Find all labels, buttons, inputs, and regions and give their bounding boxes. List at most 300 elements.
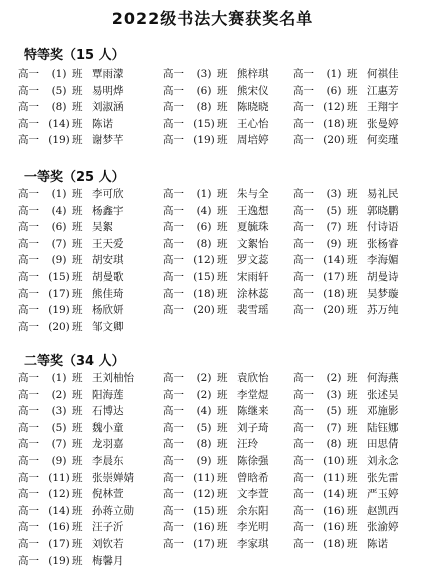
list-item	[163, 99, 293, 116]
list-item	[163, 219, 293, 236]
student-name: 阳海莲	[92, 388, 124, 401]
class-number: (3)	[326, 188, 342, 200]
grade-label: 高一	[18, 304, 39, 317]
grade-label: 高一	[163, 270, 184, 283]
class-number: (18)	[323, 287, 345, 300]
student-name: 胡曼歌	[92, 270, 124, 283]
grade-label: 高一	[18, 372, 39, 384]
class-suffix: 班	[347, 471, 358, 484]
grade-label: 高一	[163, 304, 184, 317]
class-number: (1)	[51, 372, 67, 384]
class-number: (14)	[323, 488, 345, 501]
list-item	[163, 503, 293, 520]
grade-label: 高一	[293, 488, 314, 501]
list-item	[18, 132, 163, 149]
class-number: (19)	[48, 554, 70, 567]
section-heading-first: 一等奖（25 人）	[24, 170, 125, 185]
student-name: 王天爱	[92, 237, 124, 250]
class-number: (10)	[323, 454, 345, 467]
student-name: 张崇婵婧	[92, 471, 134, 484]
class-number: (8)	[196, 237, 212, 250]
class-number: (12)	[48, 488, 70, 501]
student-name: 汪玲	[237, 438, 258, 451]
class-suffix: 班	[217, 537, 228, 550]
class-number: (15)	[193, 504, 215, 517]
class-suffix: 班	[217, 101, 228, 114]
list-item	[18, 470, 163, 487]
class-suffix: 班	[72, 188, 83, 200]
class-suffix: 班	[217, 504, 228, 517]
class-number: (19)	[48, 134, 70, 147]
grade-label: 高一	[293, 438, 314, 451]
list-item	[18, 83, 163, 100]
list-item	[163, 420, 293, 437]
student-name: 付诗语	[367, 221, 399, 234]
list-item	[18, 186, 163, 203]
class-suffix: 班	[347, 134, 358, 147]
list-item	[18, 236, 163, 253]
class-suffix: 班	[72, 320, 83, 333]
grade-label: 高一	[18, 388, 39, 401]
list-item	[18, 519, 163, 536]
grade-label: 高一	[163, 188, 184, 200]
list-item	[293, 453, 418, 470]
class-suffix: 班	[72, 304, 83, 317]
class-suffix: 班	[217, 117, 228, 130]
class-suffix: 班	[72, 117, 83, 130]
grade-label: 高一	[293, 84, 314, 97]
grade-label: 高一	[18, 68, 39, 80]
class-number: (17)	[48, 287, 70, 300]
grade-label: 高一	[163, 117, 184, 130]
class-number: (19)	[48, 304, 70, 317]
class-number: (19)	[193, 134, 215, 147]
class-suffix: 班	[72, 204, 83, 217]
grade-label: 高一	[18, 204, 39, 217]
grade-label: 高一	[293, 254, 314, 267]
student-name: 熊梓琪	[237, 68, 269, 80]
grade-label: 高一	[293, 287, 314, 300]
class-suffix: 班	[347, 504, 358, 517]
list-item	[163, 387, 293, 404]
student-name: 易明烨	[92, 84, 124, 97]
list-item	[163, 536, 293, 553]
list-item	[18, 420, 163, 437]
grade-label: 高一	[163, 471, 184, 484]
class-number: (12)	[193, 488, 215, 501]
student-name: 刘钦若	[92, 537, 124, 550]
list-item	[293, 436, 418, 453]
list-item	[18, 116, 163, 133]
student-name: 曾晗希	[237, 471, 269, 484]
list-item	[163, 132, 293, 149]
student-name: 覃雨濛	[92, 68, 124, 80]
student-name: 田思倩	[367, 438, 399, 451]
student-name: 李海媚	[367, 254, 399, 267]
class-suffix: 班	[217, 405, 228, 418]
student-name: 文絮怡	[237, 237, 269, 250]
class-number: (6)	[196, 221, 212, 234]
list-item	[163, 116, 293, 133]
grade-label: 高一	[18, 471, 39, 484]
class-suffix: 班	[72, 221, 83, 234]
class-suffix: 班	[217, 188, 228, 200]
class-suffix: 班	[72, 372, 83, 384]
class-suffix: 班	[217, 68, 228, 80]
class-suffix: 班	[72, 421, 83, 434]
list-item	[163, 66, 293, 83]
list-item	[293, 286, 418, 303]
list-item	[293, 503, 418, 520]
list-item	[18, 269, 163, 286]
list-item	[293, 519, 418, 536]
grade-label: 高一	[18, 421, 39, 434]
student-name: 魏小童	[92, 421, 124, 434]
grade-label: 高一	[18, 254, 39, 267]
class-number: (18)	[323, 117, 345, 130]
class-suffix: 班	[347, 221, 358, 234]
list-item	[18, 319, 163, 336]
student-name: 张先雷	[367, 471, 399, 484]
class-suffix: 班	[72, 388, 83, 401]
class-number: (15)	[193, 270, 215, 283]
class-number: (15)	[193, 117, 215, 130]
class-number: (9)	[196, 454, 212, 467]
student-name: 陈继来	[237, 405, 269, 418]
class-suffix: 班	[72, 254, 83, 267]
class-suffix: 班	[347, 421, 358, 434]
list-item	[293, 486, 418, 503]
list-item	[293, 470, 418, 487]
list-item	[293, 370, 418, 387]
student-name: 陈诺	[92, 117, 113, 130]
class-number: (5)	[326, 405, 342, 418]
list-item	[18, 99, 163, 116]
student-name: 熊佳琦	[92, 287, 124, 300]
grade-label: 高一	[293, 237, 314, 250]
list-item	[293, 186, 418, 203]
student-name: 张述吴	[367, 388, 399, 401]
grade-label: 高一	[293, 101, 314, 114]
award-list-second	[18, 370, 418, 569]
class-suffix: 班	[347, 270, 358, 283]
list-item	[18, 286, 163, 303]
section-heading-second: 二等奖（34 人）	[24, 354, 125, 369]
list-item	[163, 470, 293, 487]
student-name: 罗文蕊	[237, 254, 269, 267]
student-name: 张曼婷	[367, 117, 399, 130]
student-name: 王逸想	[237, 204, 269, 217]
class-number: (8)	[326, 438, 342, 451]
class-suffix: 班	[72, 134, 83, 147]
class-suffix: 班	[217, 488, 228, 501]
class-suffix: 班	[72, 270, 83, 283]
grade-label: 高一	[18, 134, 39, 147]
class-suffix: 班	[72, 554, 83, 567]
grade-label: 高一	[18, 117, 39, 130]
grade-label: 高一	[293, 471, 314, 484]
list-item	[293, 116, 418, 133]
grade-label: 高一	[163, 237, 184, 250]
class-suffix: 班	[347, 101, 358, 114]
student-name: 吴梦璇	[367, 287, 399, 300]
student-name: 王翔宇	[367, 101, 399, 114]
class-suffix: 班	[217, 438, 228, 451]
class-suffix: 班	[217, 471, 228, 484]
student-name: 李晨东	[92, 454, 124, 467]
class-number: (5)	[196, 421, 212, 434]
class-number: (1)	[326, 68, 342, 80]
student-name: 倪林萱	[92, 488, 124, 501]
class-number: (12)	[193, 254, 215, 267]
student-name: 孙蒋立勋	[92, 504, 134, 517]
class-suffix: 班	[72, 101, 83, 114]
student-name: 涂林蕊	[237, 287, 269, 300]
class-suffix: 班	[217, 221, 228, 234]
student-name: 王心怡	[237, 117, 269, 130]
class-number: (5)	[326, 204, 342, 217]
student-name: 陈诺	[367, 537, 388, 550]
class-suffix: 班	[72, 504, 83, 517]
student-name: 袁欣怡	[237, 372, 269, 384]
grade-label: 高一	[163, 438, 184, 451]
class-number: (16)	[323, 521, 345, 534]
list-item	[18, 387, 163, 404]
section-heading-special: 特等奖（15 人）	[24, 48, 125, 63]
grade-label: 高一	[18, 554, 39, 567]
class-number: (6)	[51, 221, 67, 234]
class-number: (14)	[323, 254, 345, 267]
class-suffix: 班	[217, 134, 228, 147]
class-suffix: 班	[347, 287, 358, 300]
class-number: (3)	[51, 405, 67, 418]
list-item	[163, 203, 293, 220]
list-item	[163, 236, 293, 253]
class-suffix: 班	[217, 84, 228, 97]
class-suffix: 班	[347, 388, 358, 401]
student-name: 吴絮	[92, 221, 113, 234]
class-suffix: 班	[347, 204, 358, 217]
grade-label: 高一	[293, 537, 314, 550]
class-suffix: 班	[347, 117, 358, 130]
class-suffix: 班	[72, 438, 83, 451]
class-number: (17)	[48, 537, 70, 550]
class-number: (4)	[196, 204, 212, 217]
class-number: (7)	[51, 237, 67, 250]
class-number: (6)	[196, 84, 212, 97]
grade-label: 高一	[163, 101, 184, 114]
student-name: 邓施影	[367, 405, 399, 418]
class-number: (11)	[323, 471, 345, 484]
list-item	[18, 536, 163, 553]
class-number: (16)	[193, 521, 215, 534]
award-list-first	[18, 186, 418, 335]
student-name: 邹文卿	[92, 320, 124, 333]
class-number: (20)	[323, 134, 345, 147]
grade-label: 高一	[18, 405, 39, 418]
class-suffix: 班	[72, 471, 83, 484]
student-name: 杨欣妍	[92, 304, 124, 317]
grade-label: 高一	[163, 287, 184, 300]
class-suffix: 班	[347, 188, 358, 200]
grade-label: 高一	[18, 438, 39, 451]
student-name: 刘子琦	[237, 421, 269, 434]
class-number: (16)	[48, 521, 70, 534]
class-suffix: 班	[217, 421, 228, 434]
class-number: (1)	[51, 188, 67, 200]
grade-label: 高一	[293, 221, 314, 234]
list-item	[163, 186, 293, 203]
class-suffix: 班	[347, 454, 358, 467]
student-name: 李可欣	[92, 188, 124, 200]
class-number: (5)	[51, 84, 67, 97]
student-name: 刘永念	[367, 454, 399, 467]
class-number: (14)	[48, 117, 70, 130]
list-item	[293, 403, 418, 420]
list-item	[293, 387, 418, 404]
student-name: 汪子沂	[92, 521, 124, 534]
class-suffix: 班	[72, 68, 83, 80]
grade-label: 高一	[18, 521, 39, 534]
student-name: 易礼民	[367, 188, 399, 200]
student-name: 李光明	[237, 521, 269, 534]
list-item	[163, 453, 293, 470]
grade-label: 高一	[18, 454, 39, 467]
grade-label: 高一	[293, 521, 314, 534]
student-name: 赵凯西	[367, 504, 399, 517]
class-number: (5)	[51, 421, 67, 434]
list-item	[163, 83, 293, 100]
student-name: 周培婷	[237, 134, 269, 147]
student-name: 谢梦芊	[92, 134, 124, 147]
list-item	[163, 252, 293, 269]
grade-label: 高一	[293, 388, 314, 401]
list-item	[293, 252, 418, 269]
class-number: (9)	[326, 237, 342, 250]
class-suffix: 班	[347, 537, 358, 550]
class-number: (12)	[323, 101, 345, 114]
class-number: (18)	[193, 287, 215, 300]
student-name: 宋雨轩	[237, 270, 269, 283]
class-number: (1)	[51, 68, 67, 80]
list-item	[18, 403, 163, 420]
student-name: 熊宋仪	[237, 84, 269, 97]
class-number: (8)	[51, 101, 67, 114]
class-suffix: 班	[347, 521, 358, 534]
list-item	[293, 83, 418, 100]
list-item	[293, 302, 418, 319]
student-name: 朱与全	[237, 188, 269, 200]
list-item	[293, 536, 418, 553]
class-number: (6)	[326, 84, 342, 97]
student-name: 何奕瑾	[367, 134, 399, 147]
class-suffix: 班	[347, 438, 358, 451]
grade-label: 高一	[293, 270, 314, 283]
list-item	[293, 219, 418, 236]
list-item	[18, 503, 163, 520]
class-number: (4)	[196, 405, 212, 418]
class-suffix: 班	[347, 488, 358, 501]
student-name: 裴雪瑶	[237, 304, 269, 317]
class-suffix: 班	[347, 405, 358, 418]
class-number: (17)	[193, 537, 215, 550]
class-number: (2)	[196, 372, 212, 384]
grade-label: 高一	[18, 237, 39, 250]
student-name: 苏万纯	[367, 304, 399, 317]
class-number: (20)	[48, 320, 70, 333]
class-number: (20)	[193, 304, 215, 317]
class-suffix: 班	[347, 304, 358, 317]
page-title: 2022级书法大赛获奖名单	[111, 9, 314, 28]
grade-label: 高一	[293, 454, 314, 467]
grade-label: 高一	[163, 421, 184, 434]
student-name: 张杨睿	[367, 237, 399, 250]
student-name: 李家琪	[237, 537, 269, 550]
class-suffix: 班	[217, 388, 228, 401]
student-name: 李堂煜	[237, 388, 269, 401]
list-item	[18, 370, 163, 387]
class-suffix: 班	[72, 454, 83, 467]
class-number: (4)	[51, 204, 67, 217]
student-name: 何祺佳	[367, 68, 399, 80]
student-name: 江惠芳	[367, 84, 399, 97]
list-item	[163, 436, 293, 453]
grade-label: 高一	[293, 405, 314, 418]
student-name: 夏毓珠	[237, 221, 269, 234]
student-name: 梅馨月	[92, 554, 124, 567]
class-number: (15)	[48, 270, 70, 283]
grade-label: 高一	[163, 454, 184, 467]
grade-label: 高一	[18, 537, 39, 550]
class-number: (3)	[326, 388, 342, 401]
class-number: (18)	[323, 537, 345, 550]
student-name: 王刘柚怡	[92, 372, 134, 384]
class-number: (14)	[48, 504, 70, 517]
grade-label: 高一	[163, 521, 184, 534]
class-number: (8)	[196, 101, 212, 114]
list-item	[18, 203, 163, 220]
list-item	[163, 370, 293, 387]
student-name: 刘淑涵	[92, 101, 124, 114]
class-suffix: 班	[347, 84, 358, 97]
grade-label: 高一	[163, 254, 184, 267]
class-number: (1)	[196, 188, 212, 200]
grade-label: 高一	[163, 388, 184, 401]
class-suffix: 班	[72, 237, 83, 250]
grade-label: 高一	[163, 405, 184, 418]
grade-label: 高一	[163, 372, 184, 384]
student-name: 郭晓鹏	[367, 204, 399, 217]
class-suffix: 班	[72, 405, 83, 418]
grade-label: 高一	[163, 221, 184, 234]
list-item	[163, 269, 293, 286]
class-suffix: 班	[217, 254, 228, 267]
list-item	[163, 403, 293, 420]
class-number: (2)	[196, 388, 212, 401]
list-item	[163, 286, 293, 303]
grade-label: 高一	[163, 84, 184, 97]
grade-label: 高一	[18, 221, 39, 234]
grade-label: 高一	[293, 188, 314, 200]
class-number: (16)	[323, 504, 345, 517]
student-name: 余东阳	[237, 504, 269, 517]
class-suffix: 班	[72, 537, 83, 550]
list-item	[18, 302, 163, 319]
class-number: (17)	[323, 270, 345, 283]
class-number: (7)	[51, 438, 67, 451]
grade-label: 高一	[163, 134, 184, 147]
list-item	[18, 453, 163, 470]
